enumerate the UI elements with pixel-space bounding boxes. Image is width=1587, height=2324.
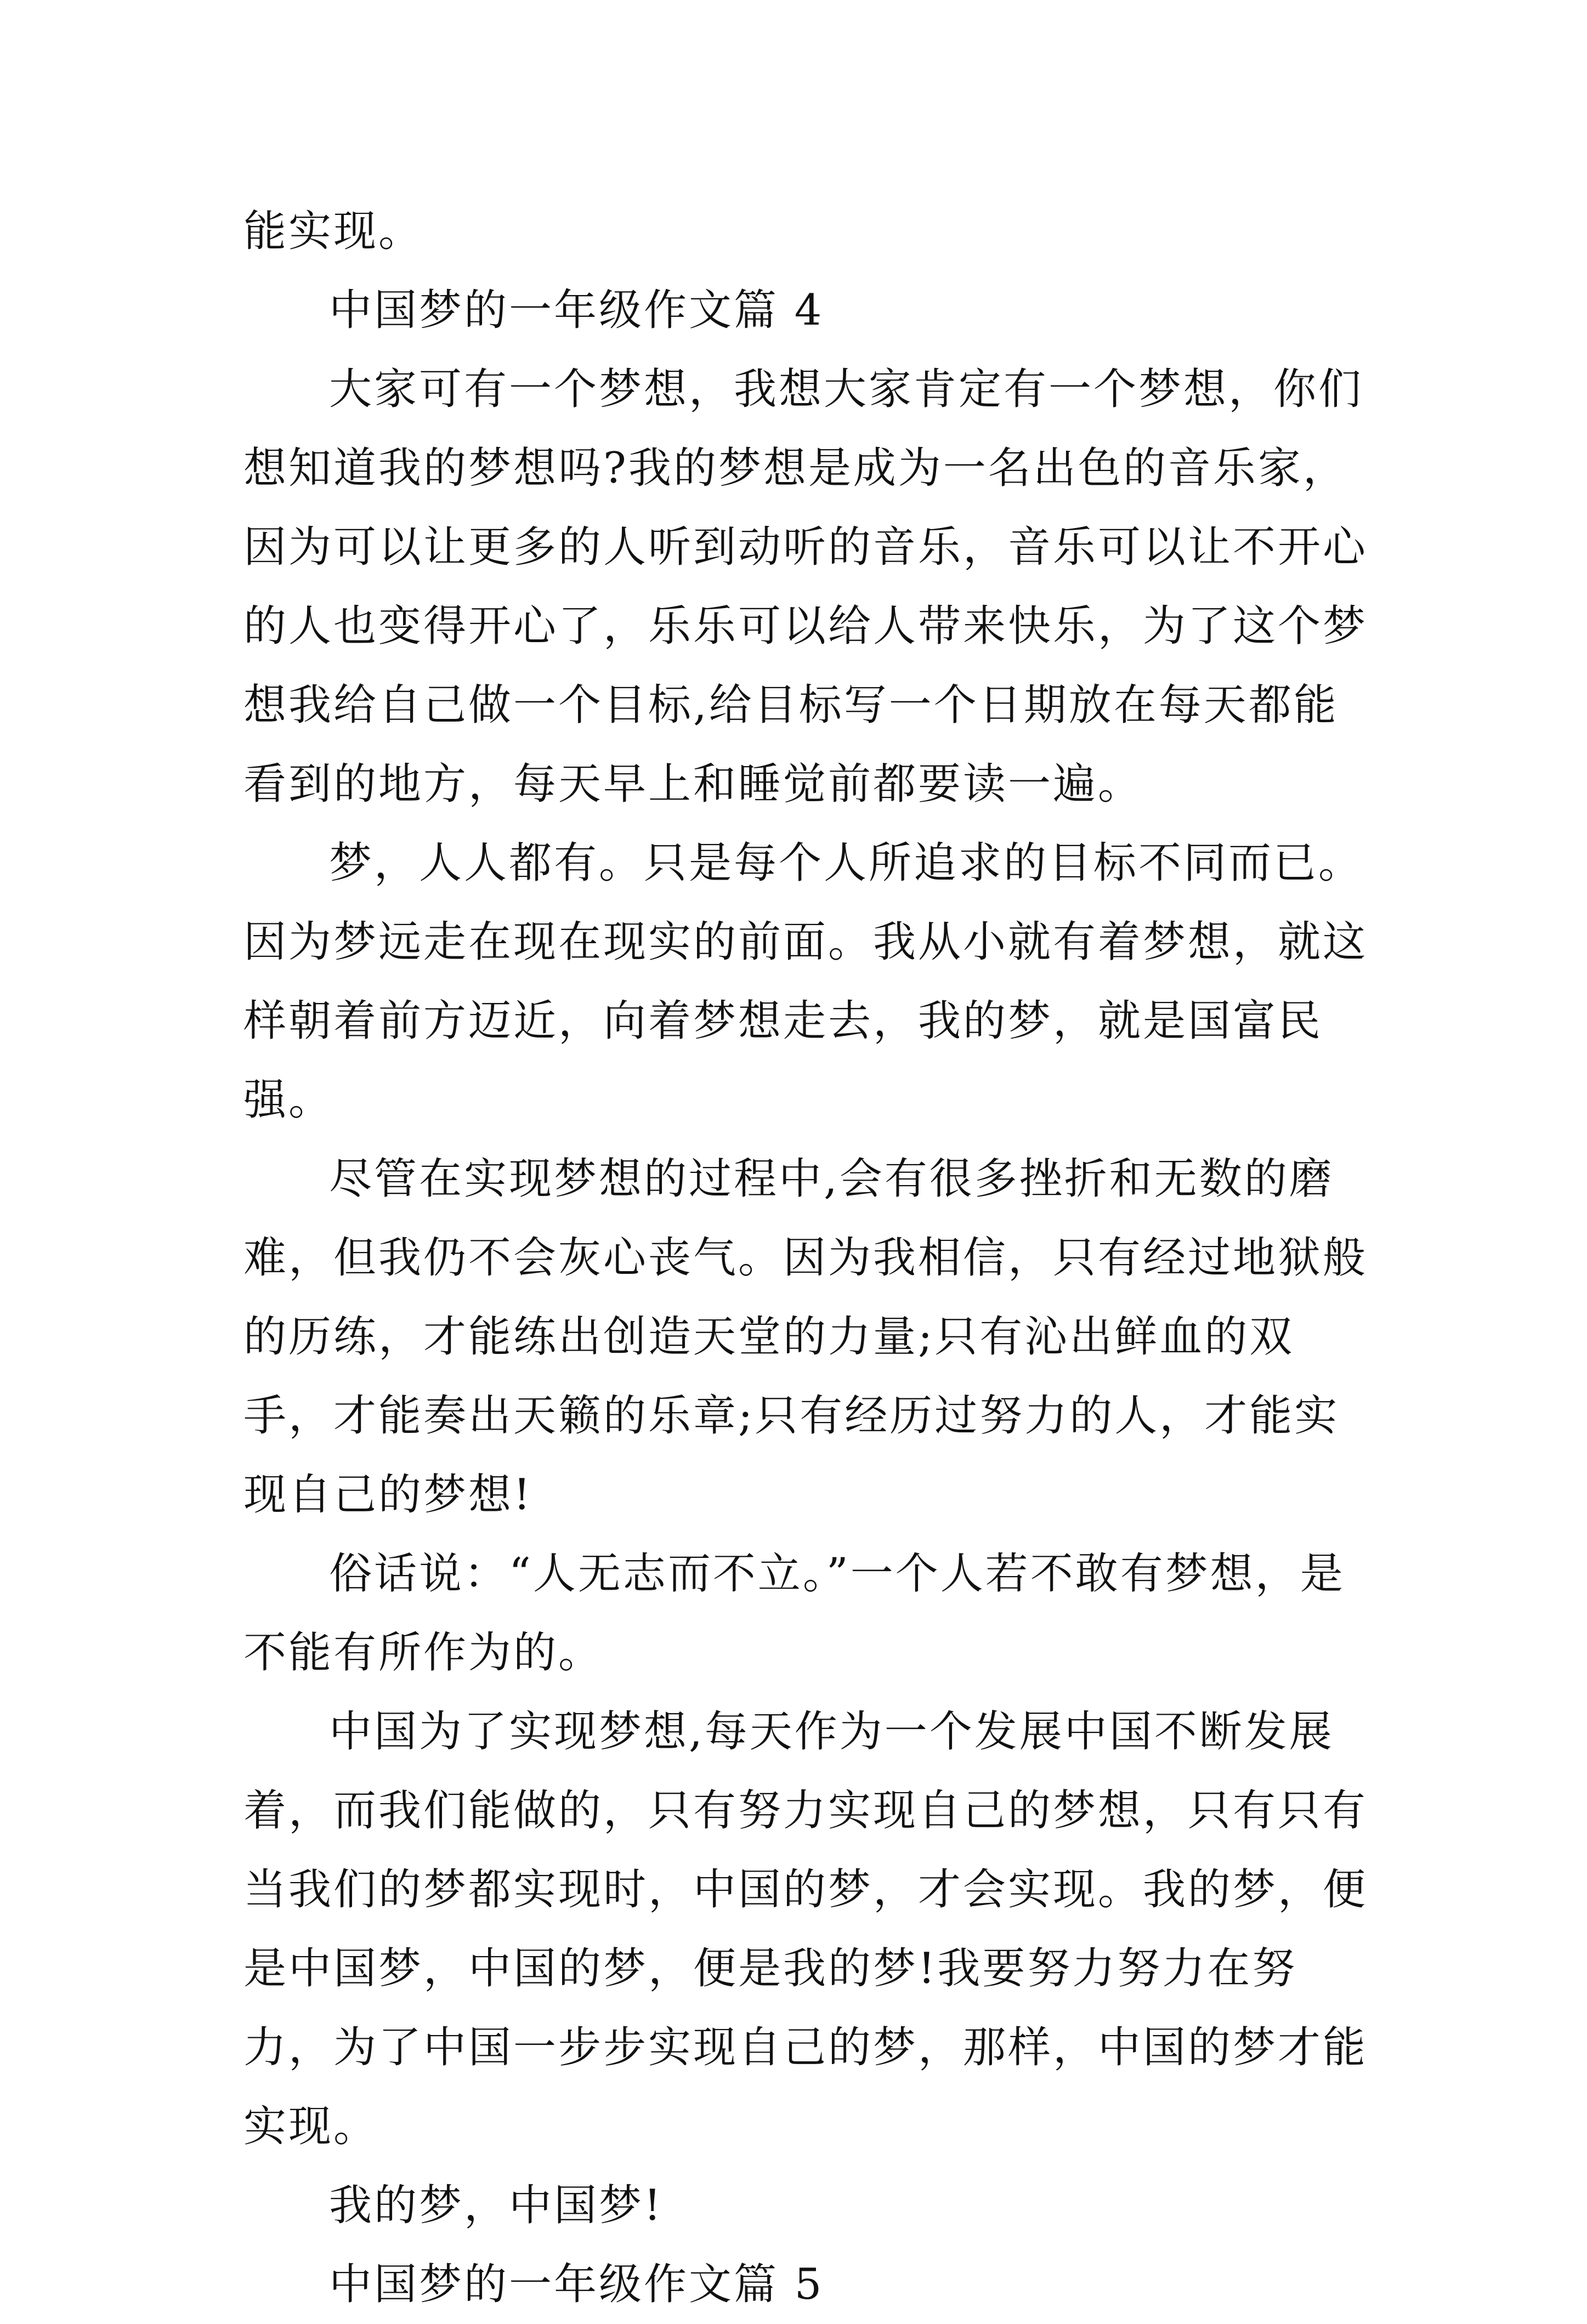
section-heading-5: 中国梦的一年级作文篇 5 — [329, 2260, 824, 2309]
paragraph-proverb: 俗话说：“人无志而不立。”一个人若不敢有梦想，是不能有所作为的。 — [243, 1549, 1345, 1677]
paragraph-everyone-has-dream: 梦，人人都有。只是每个人所追求的目标不同而已。因为梦远走在现在现实的前面。我从小就有着梦想，就这样朝着前方迈近，向着梦想走去，我的梦，就是国富民强。 — [243, 838, 1368, 1125]
document-body — [243, 192, 1368, 2324]
paragraph-dream-musician: 大家可有一个梦想，我想大家肯定有一个梦想，你们想知道我的梦想吗?我的梦想是成为一名出色的音乐家，因为可以让更多的人听到动听的音乐，音乐可以让不开心的人也变得开心了，乐乐可以给人带来快乐，为了这个梦想我给自己做一个目标,给目标写一个日期放在每天都能看到的地方，每天早上和睡觉前都要读一遍。 — [243, 365, 1368, 809]
paragraph-continuation: 能实现。 — [243, 207, 424, 256]
paragraph-china-dream: 中国为了实现梦想,每天作为一个发展中国不断发展着，而我们能做的，只有努力实现自己的梦想，只有只有当我们的梦都实现时，中国的梦，才会实现。我的梦，便是中国梦，中国的梦，便是我的梦!我要努力努力在努力，为了中国一步步实现自己的梦，那样，中国的梦才能实现。 — [243, 1707, 1368, 2151]
paragraph-my-dream-china-dream: 我的梦，中国梦! — [329, 2181, 664, 2230]
paragraph-hardships: 尽管在实现梦想的过程中,会有很多挫折和无数的磨难，但我仍不会灰心丧气。因为我相信，只有经过地狱般的历练，才能练出创造天堂的力量;只有沁出鲜血的双手，才能奏出天籁的乐章;只有经历过努力的人，才能实现自己的梦想! — [243, 1154, 1368, 1520]
section-heading-4: 中国梦的一年级作文篇 4 — [329, 286, 824, 335]
